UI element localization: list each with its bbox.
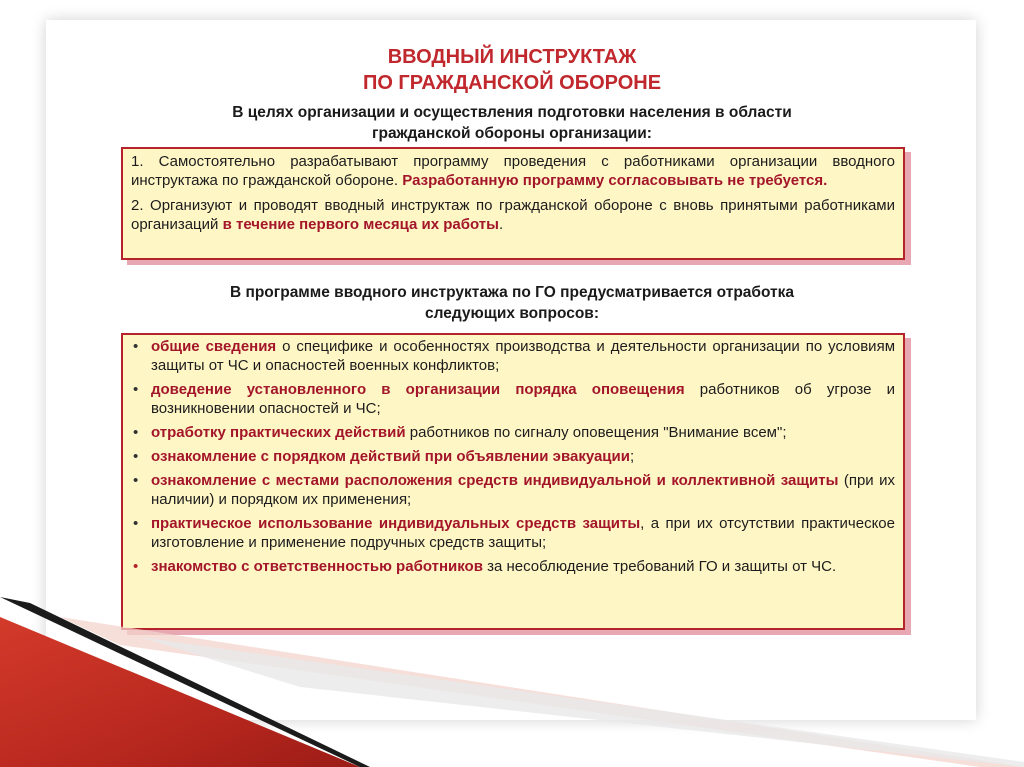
list-item-emphasis: отработку практических действий <box>151 424 406 441</box>
list-item-text: за несоблюдение требований ГО и защиты от ЧС. <box>482 558 837 575</box>
list-item <box>131 380 895 418</box>
list-item <box>131 447 895 466</box>
decorative-corner-swoosh <box>0 597 1024 767</box>
list-item-text: о специфике и особенностях производства и деятельности организации по условиям защиты от ЧС и опасностей военных конфликтов; <box>151 338 896 374</box>
duty-item-1-text: 1. Самостоятельно разрабатывают программу проведения с работниками организации вводного инструктажа по гражданской обороне. <box>131 153 895 189</box>
bullet-icon: • <box>133 515 139 532</box>
list-item-text: работников по сигналу оповещения "Внимание всем"; <box>405 424 787 441</box>
list-item-emphasis: общие сведения <box>151 338 277 355</box>
program-heading-line-2: следующих вопросов: <box>425 305 599 322</box>
bullet-icon: • <box>133 448 139 465</box>
list-item-emphasis: ознакомление с порядком действий при объявлении эвакуации <box>151 448 630 465</box>
list-item-emphasis: ознакомление с местами расположения средств индивидуальной и коллективной защиты <box>151 472 839 489</box>
duty-item-2-tail: . <box>498 216 504 233</box>
program-heading-line-1: В программе вводного инструктажа по ГО предусматривается отработка <box>229 284 795 301</box>
list-item <box>131 557 895 576</box>
duty-item-2 <box>131 196 895 234</box>
bullet-icon: • <box>133 381 139 398</box>
list-item-text: , а при их отсутствии практическое изготовление и применение подручных средств защиты; <box>151 515 895 551</box>
slide-title-line-1: ВВОДНЫЙ ИНСТРУКТАЖ <box>387 46 637 68</box>
duty-item-1-emphasis: Разработанную программу согласовывать не требуется. <box>402 172 828 189</box>
list-item-emphasis: знакомство с ответственностью работников <box>151 558 483 575</box>
duty-item-2-text: 2. Организуют и проводят вводный инструктаж по гражданской обороне с вновь принятыми работниками организаций <box>131 197 895 233</box>
list-item-emphasis: практическое использование индивидуальных средств защиты <box>151 515 641 532</box>
list-item <box>131 471 895 509</box>
bullet-icon: • <box>133 558 139 575</box>
slide-title-line-2: ПО ГРАЖДАНСКОЙ ОБОРОНЕ <box>362 72 662 94</box>
list-item-text: ; <box>629 448 635 465</box>
list-item-emphasis: доведение установленного в организации порядка оповещения <box>151 381 685 398</box>
list-item-text: работников об угрозе и возникновении опасностей и ЧС; <box>151 381 895 417</box>
list-item <box>131 423 895 442</box>
duty-item-1 <box>131 152 895 190</box>
list-item <box>131 514 895 552</box>
organization-duties-box <box>121 147 905 260</box>
list-item-text: (при их наличии) и порядком их применения; <box>151 472 895 508</box>
bullet-icon: • <box>133 424 139 441</box>
program-topics-box <box>121 333 905 630</box>
intro-line-2: гражданской обороны организации: <box>372 125 652 142</box>
intro-line-1: В целях организации и осуществления подготовки населения в области <box>232 104 792 121</box>
list-item <box>131 337 895 375</box>
duty-item-2-emphasis: в течение первого месяца их работы <box>222 216 499 233</box>
bullet-icon: • <box>133 338 139 355</box>
bullet-icon: • <box>133 472 139 489</box>
